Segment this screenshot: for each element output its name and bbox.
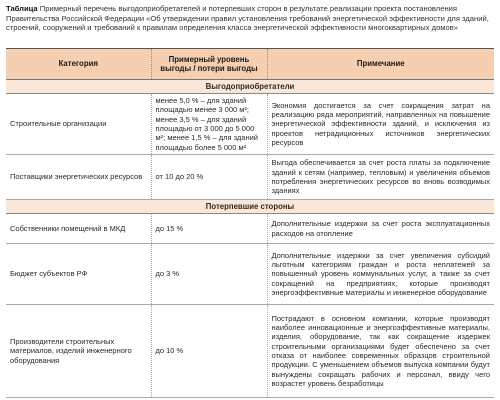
section-row <box>6 80 494 94</box>
cell-category: Строительные организации <box>6 94 151 155</box>
header-category: Категория <box>6 49 151 80</box>
table-row <box>6 94 494 155</box>
section-row <box>6 200 494 214</box>
cell-category: Поставщики энергетических ресурсов <box>6 155 151 200</box>
table-header-row <box>6 49 494 80</box>
cell-category: Собственники помещений в МКД <box>6 214 151 244</box>
section-beneficiaries: Выгодоприобретатели <box>6 80 494 94</box>
table-row <box>6 244 494 305</box>
data-table <box>6 48 494 398</box>
cell-note: Дополнительные издержки за счет роста эксплуатационных расходов на отопление <box>267 214 494 244</box>
cell-note: Дополнительные издержки за счет увеличения субсидий льготным категориям граждан и роста неплатежей за повышенный уровень коммунальных услуг, а также за счет сокращений на предприятиях, которые производят энергоэффективные материалы и инженерное оборудование <box>267 244 494 305</box>
cell-note: Выгода обеспечивается за счет роста платы за подключение зданий к сетям (например, тепловым) и увеличения объемов потребления энергетических ресурсов во вновь возводимых зданиях <box>267 155 494 200</box>
cell-category: Бюджет субъектов РФ <box>6 244 151 305</box>
cell-level: до 3 % <box>151 244 267 305</box>
section-victims: Потерпевшие стороны <box>6 200 494 214</box>
cell-level: от 10 до 20 % <box>151 155 267 200</box>
caption-text: Примерный перечень выгодоприобретателей и потерпевших сторон в результате реализации проекта постановления Правительства Российской Федерации «Об утверждении правил установления требований энергетической эффективности для зданий, строений, сооружений и требований к правилам определения класса энергетической эффективности многоквартирных домов» <box>6 4 489 33</box>
caption-label: Таблица <box>6 4 38 13</box>
header-level: Примерный уровень выгоды / потери выгоды <box>151 49 267 80</box>
cell-note: Пострадают в основном компании, которые производят наиболее инновационные и энергоэффективные материалы, изделия, оборудование, так как сокращение издержек строительными организациями будет обеспечено за счет отказа от наиболее современных образцов строительной продукции. С уменьшением объемов выпуска компании будут вынуждены сокращать рабочих и персонал, ввиду чего возрастет уровень безработицы <box>267 305 494 398</box>
cell-level: до 10 % <box>151 305 267 398</box>
table-caption <box>6 4 494 33</box>
cell-category: Производители строительных материалов, изделий инженерного оборудования <box>6 305 151 398</box>
table-row <box>6 305 494 398</box>
cell-level: до 15 % <box>151 214 267 244</box>
table-row <box>6 155 494 200</box>
cell-level: менее 5,0 % – для зданий площадью менее 3 000 м²; менее 3,5 % – для зданий площадью от 3 000 до 5 000 м²; менее 1,5 % – для зданий площадью более 5 000 м² <box>151 94 267 155</box>
header-note: Примечание <box>267 49 494 80</box>
cell-note: Экономия достигается за счет сокращения затрат на реализацию ряда мероприятий, направленных на повышение энергетической эффективности зданий, и исключения из проектов нетрадиционных источников энергетических ресурсов <box>267 94 494 155</box>
table-row <box>6 214 494 244</box>
